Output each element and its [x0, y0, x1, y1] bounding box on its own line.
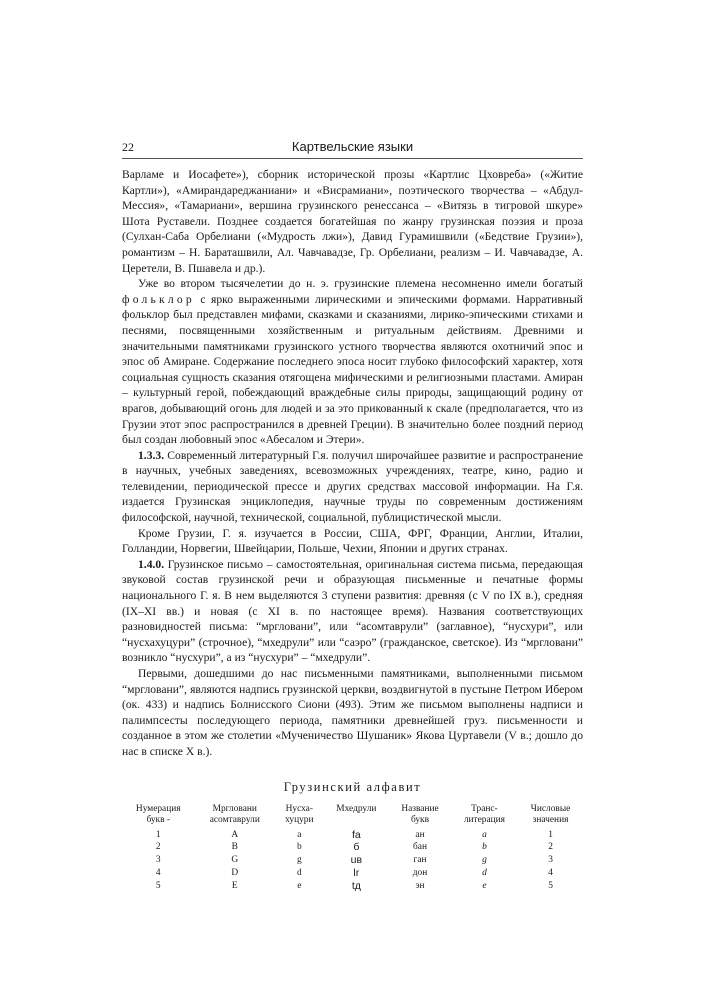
paragraph-section-1-4-0: [122, 557, 583, 666]
paragraph-section-1-3-3: [122, 448, 583, 526]
alphabet-table: [122, 804, 583, 893]
header-line: букв: [410, 815, 430, 826]
column-header: [275, 804, 323, 829]
running-title: Картвельские языки: [291, 139, 414, 154]
paragraph-text: с ярко выраженными лирическими и эпическими формами. Нарративный фольклор был представлен мифами, сказками и сказаниями, лирико-эпическими стихами и песнями, посвященными хозяйственным и ритуальным действиям. Древними и значительными памятниками грузинского устного творчества являются охотничий эпос и эпос об Амиране. Содержание последнего эпоса носит глубоко философский характер, хотя социальная сущность сказания отягощена мифическими и религиозными пластами. Амиран – культурный герой, побеждающий враждебные силы природы, защищающий родину от врагов, добывающий огонь для людей и за это прикованный к скале (предполагается, что из Грузии этот эпос распространился в древней Греции). В значительно более поздний период был создан любовный эпос «Абесалом и Этери».: [122, 292, 583, 447]
table-header-row: [122, 804, 583, 829]
column-header: [323, 804, 389, 829]
paragraph-monuments: [122, 666, 583, 760]
section-number: 1.3.3.: [138, 448, 165, 462]
paragraph-text: Современный литературный Г.я. получил широчайшее развитие и распространение в научных, учебных заведениях, всевозможных учреждениях, театре, кино, радио и телевидении, периодической прессе и других средствах массовой информации. На Г.я. издается Грузинская энциклопедия, научные труды по современным достижениям философской, научной, технической, социальной, публицистической мысли.: [122, 448, 583, 525]
table-row: [122, 880, 583, 893]
cell-mrglovani: G: [231, 855, 239, 866]
cell-letter-name: ган: [413, 855, 427, 866]
cell-number: 5: [155, 880, 161, 891]
cell-numeric-value: 4: [548, 867, 553, 878]
cell-numeric-value: 3: [548, 855, 553, 866]
cell-number: 3: [155, 855, 161, 866]
document-page: [122, 140, 583, 893]
header-line: асомтаврули: [209, 815, 260, 826]
header-line: Мхедрули: [336, 803, 377, 814]
cell-nuskhakhutsuri: g: [296, 855, 302, 866]
header-line: Нусха-: [285, 803, 313, 814]
column-header: [122, 804, 194, 829]
table-row: [122, 867, 583, 880]
paragraph-text: Кроме Грузии, Г. я. изучается в России, США, ФРГ, Франции, Англии, Италии, Голландии, Норвегии, Швейцарии, Польше, Чехии, Японии и других странах.: [122, 526, 583, 556]
paragraph-folklore: [122, 276, 583, 448]
column-header: [194, 804, 275, 829]
paragraph-literature-list: [122, 167, 583, 276]
header-line: Мргловани: [212, 803, 257, 814]
header-line: Нумерация: [135, 803, 181, 814]
header-line: букв -: [146, 815, 170, 826]
cell-mrglovani: B: [231, 842, 238, 853]
cell-numeric-value: 5: [548, 880, 553, 891]
running-header: [122, 140, 583, 159]
cell-transliteration: e: [482, 880, 487, 891]
cell-nuskhakhutsuri: a: [297, 829, 302, 840]
cell-mkhedruli: б: [353, 841, 360, 854]
cell-mkhedruli: lr: [353, 866, 360, 879]
cell-letter-name: эн: [415, 880, 425, 891]
cell-letter-name: бан: [413, 842, 427, 853]
table-row: [122, 841, 583, 854]
header-line: Транс-: [471, 803, 498, 814]
spaced-emphasis: фольклор: [122, 292, 195, 306]
cell-transliteration: a: [482, 829, 487, 840]
column-header: [518, 804, 583, 829]
body-text: [122, 167, 583, 760]
paragraph-text: Первыми, дошедшими до нас письменными памятниками, выполненными письмом “мргловани”, являются надпись грузинской церкви, воздвигнутой в пустыне Петром Ибером (ок. 433) и надпись Болнисского Сиони (493). Этим же письмом выполнены надписи и палимпсесты последующего периода, памятники древнейшей груз. письменности и созданное в этом же столетии «Мученичество Шушаник» Якова Цуртавели (V в.; дошло до нас в списке X в.).: [122, 667, 583, 758]
cell-mkhedruli: uв: [350, 854, 363, 867]
page-number: 22: [122, 140, 134, 154]
paragraph-text: Уже во втором тысячелетии до н. э. грузинские племена несомненно имели богатый: [138, 277, 583, 291]
cell-letter-name: дон: [412, 867, 428, 878]
section-number: 1.4.0.: [138, 557, 165, 571]
cell-transliteration: d: [482, 867, 487, 878]
cell-mrglovani: A: [231, 829, 239, 840]
column-header: [451, 804, 518, 829]
cell-number: 2: [155, 842, 161, 853]
header-line: значения: [532, 815, 569, 826]
table-row: [122, 854, 583, 867]
cell-number: 1: [155, 829, 161, 840]
paragraph-countries: [122, 526, 583, 557]
cell-transliteration: b: [482, 842, 487, 853]
cell-mkhedruli: tд: [351, 879, 361, 892]
paragraph-text: Варламе и Иосафете»), сборник исторической прозы «Картлис Цховреба» («Житие Картли»), «Амирандареджаниани» и «Висрамиани», поэтического творчества – «Абдул-Мессия», «Тамариани», вершина грузинского ренессанса – «Витязь в тигровой шкуре» Шота Руставели. Позднее создается богатейшая по жанру грузинская поэзия и проза (Сулхан-Саба Орбелиани («Мудрость лжи»), Давид Гурамишвили («Бедствие Грузии»), романтизм – Н. Бараташвили, Ал. Чавчавадзе, Гр. Орбелиани, реализм – И. Чавчавадзе, А. Церетели, В. Пшавела и др.).: [122, 168, 583, 275]
cell-nuskhakhutsuri: b: [296, 842, 302, 853]
header-line: Числовые: [530, 803, 571, 814]
header-line: литерация: [463, 815, 505, 826]
table-row: [122, 829, 583, 842]
cell-mkhedruli: fa: [351, 828, 361, 841]
header-line: хуцури: [285, 815, 314, 826]
cell-numeric-value: 2: [548, 842, 553, 853]
cell-nuskhakhutsuri: d: [296, 867, 302, 878]
cell-mrglovani: E: [231, 880, 238, 891]
cell-numeric-value: 1: [548, 829, 553, 840]
table-title: Грузинский алфавит: [283, 779, 422, 794]
cell-nuskhakhutsuri: e: [297, 880, 302, 891]
cell-mrglovani: D: [231, 867, 239, 878]
cell-letter-name: ан: [415, 829, 425, 840]
paragraph-text: Грузинское письмо – самостоятельная, оригинальная система письма, передающая звуковой состав грузинской речи и образующая письменные и печатные формы национального Г. я. В нем выделяются 3 ступени развития: древняя (с V по IX в.), средняя (IX–XI вв.) и новая (с XI в. по настоящее время). Названия соответствующих разновидностей письма: “мргловани”, или “асомтаврули” (заглавное), “нусхури”, или “нусхахуцури” (строчное), “мхедрули” или “саэро” (гражданское, светское). Из “мргловани” возникло “нусхури”, а из “нусхури” – “мхедрули”.: [122, 557, 583, 665]
column-header: [389, 804, 451, 829]
cell-transliteration: g: [482, 855, 487, 866]
cell-number: 4: [155, 867, 161, 878]
header-line: Название: [401, 803, 439, 814]
